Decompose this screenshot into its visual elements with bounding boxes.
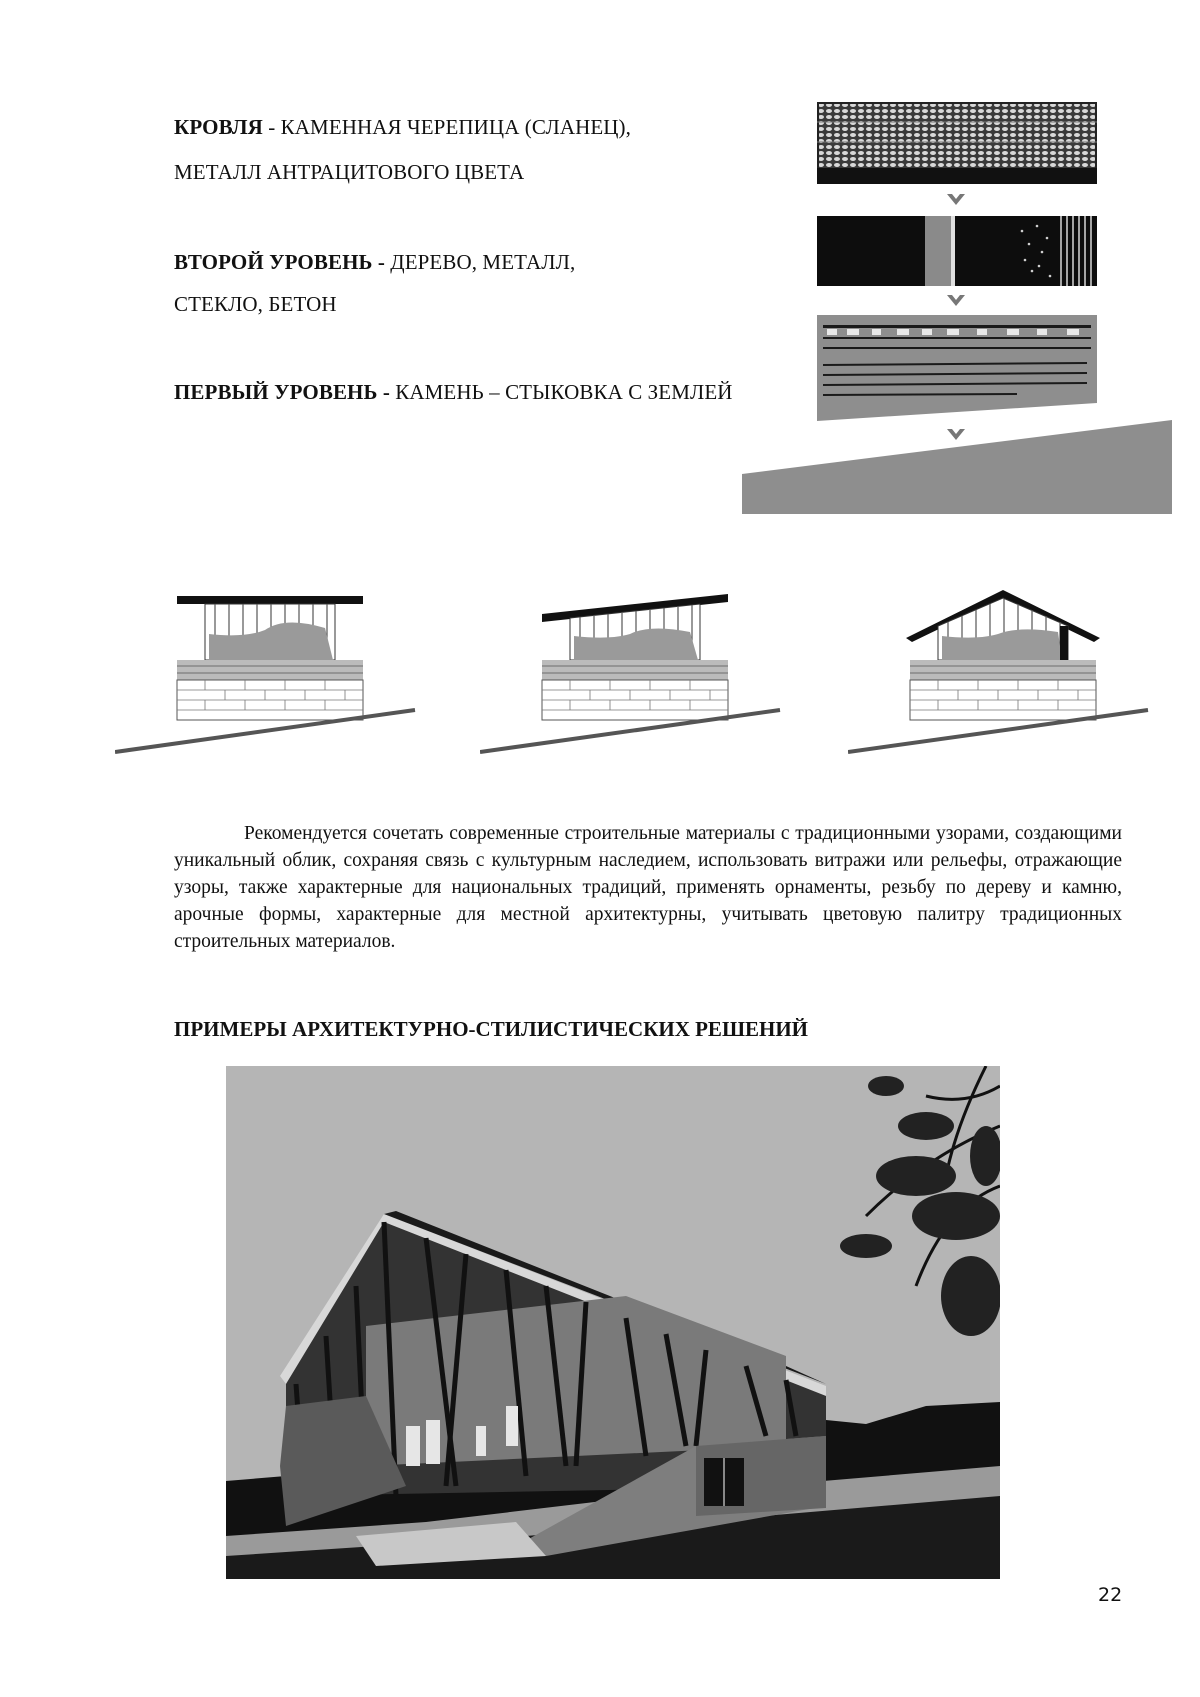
- building-example-photo: [226, 1066, 1000, 1579]
- facade-mono-pitch-roof-diagram: [480, 580, 790, 760]
- first-level-material-swatch: [817, 315, 1097, 421]
- recommendation-paragraph: Рекомендуется сочетать современные строительные материалы с традиционными узорами, создающими уникальный облик, сохраняя связь с культурным наследием, использовать витражи или рельефы, отражающие узоры, также характерные для национальных традиций, применять орнаменты, резьбу по дереву и камню, арочные формы, характерные для местной архитектурны, учитывать цветовую палитру традиционных строительных материалов.: [174, 823, 1122, 952]
- chevron-down-icon: [946, 193, 966, 207]
- ground-slope-swatch: [742, 420, 1172, 514]
- first-level-heading: ПЕРВЫЙ УРОВЕНЬ -: [174, 380, 390, 404]
- chevron-down-icon: [946, 294, 966, 308]
- page-number: 22: [1098, 1584, 1123, 1606]
- roof-heading: КРОВЛЯ: [174, 115, 263, 139]
- second-level-material-swatch: [817, 216, 1097, 286]
- examples-section-title: ПРИМЕРЫ АРХИТЕКТУРНО-СТИЛИСТИЧЕСКИХ РЕШЕНИЙ: [174, 1017, 809, 1041]
- first-level-materials-line-1: [174, 380, 733, 405]
- roof-materials-line-1: [174, 115, 631, 140]
- facade-flat-roof-diagram: [115, 580, 425, 760]
- second-level-heading: ВТОРОЙ УРОВЕНЬ -: [174, 250, 385, 274]
- first-level-materials-text: КАМЕНЬ – СТЫКОВКА С ЗЕМЛЕЙ: [389, 380, 733, 404]
- roof-materials-text: - КАМЕННАЯ ЧЕРЕПИЦА (СЛАНЕЦ),: [262, 115, 631, 139]
- roof-material-swatch: [817, 102, 1097, 184]
- second-level-materials-text: ДЕРЕВО, МЕТАЛЛ,: [384, 250, 576, 274]
- roof-materials-line-2: МЕТАЛЛ АНТРАЦИТОВОГО ЦВЕТА: [174, 160, 525, 184]
- facade-gable-roof-diagram: [848, 580, 1158, 760]
- second-level-materials-line-2: СТЕКЛО, БЕТОН: [174, 292, 337, 316]
- second-level-materials-line-1: [174, 250, 575, 275]
